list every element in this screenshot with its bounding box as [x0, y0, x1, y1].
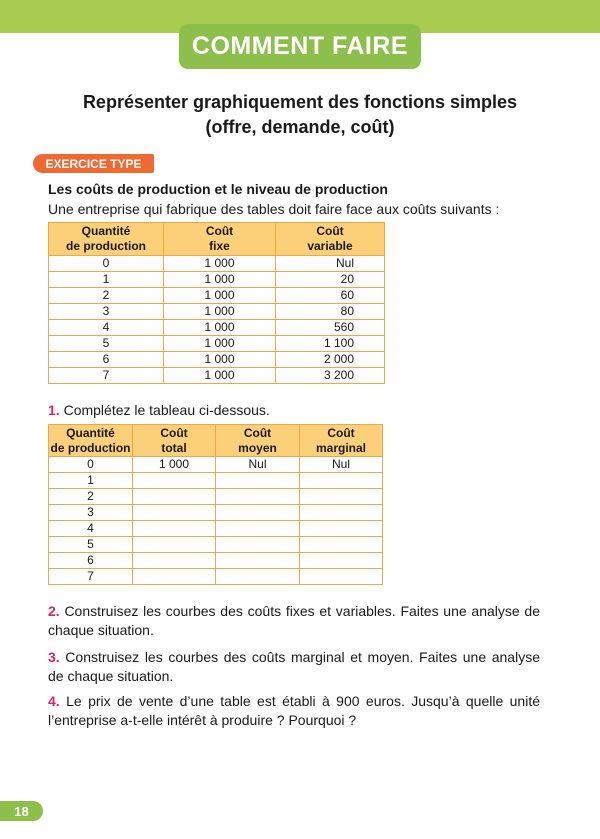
table-cell: 3: [49, 304, 164, 320]
table-cell: [216, 473, 300, 489]
table-header-row: [49, 223, 385, 256]
exercise-badge: EXERCICE TYPE: [33, 154, 154, 173]
table-row: [49, 304, 385, 320]
cost-table: [48, 222, 385, 384]
table-cell: 0: [49, 256, 164, 272]
exercise-subtitle: Les coûts de production et le niveau de production: [48, 181, 388, 197]
table-cell: 60: [276, 288, 385, 304]
table-cell: [216, 489, 300, 505]
table-cell: [133, 505, 216, 521]
table-row: [49, 320, 385, 336]
table-cell: 80: [276, 304, 385, 320]
question-number: 4.: [48, 693, 60, 709]
question-text: Complétez le tableau ci-dessous.: [63, 402, 270, 418]
table-cell: 1 000: [164, 336, 276, 352]
table-cell: 6: [49, 553, 133, 569]
table-cell: [300, 489, 383, 505]
page-heading: [0, 90, 600, 140]
question-3: [48, 648, 540, 686]
table-cell: [300, 569, 383, 585]
table-cell: 1 000: [164, 368, 276, 384]
table-cell: Nul: [276, 256, 385, 272]
section-title: COMMENT FAIRE: [179, 24, 421, 69]
table-cell: 1 000: [164, 320, 276, 336]
question-number: 3.: [48, 649, 60, 665]
heading-line-1: Représenter graphiquement des fonctions simples: [82, 92, 518, 112]
table-cell: 1: [49, 473, 133, 489]
table-row: [49, 553, 383, 569]
table-cell: 3 200: [276, 368, 385, 384]
table-cell: 2 000: [276, 352, 385, 368]
table-cell: 4: [49, 521, 133, 537]
table-cell: 3: [49, 505, 133, 521]
table-cell: 560: [276, 320, 385, 336]
table-cell: 2: [49, 489, 133, 505]
table-cell: 7: [49, 569, 133, 585]
page-number: 18: [0, 801, 43, 821]
table-cell: 1 000: [164, 288, 276, 304]
header-marginal-cost: Coût marginal: [300, 425, 383, 457]
table-cell: [216, 569, 300, 585]
header-variable-cost: Coût variable: [276, 223, 385, 256]
table-cell: [133, 489, 216, 505]
table-cell: [300, 505, 383, 521]
table-cell: [216, 537, 300, 553]
table-cell: 20: [276, 272, 385, 288]
table-cell: 1: [49, 272, 164, 288]
table-cell: 1 000: [164, 256, 276, 272]
table-cell: 2: [49, 288, 164, 304]
table-cell: Nul: [216, 457, 300, 473]
exercise-intro: Une entreprise qui fabrique des tables doit faire face aux coûts suivants :: [48, 201, 500, 217]
table-row: [49, 473, 383, 489]
table-cell: [133, 473, 216, 489]
table-cell: 5: [49, 336, 164, 352]
table-row: [49, 569, 383, 585]
heading-line-2: (offre, demande, coût): [205, 117, 395, 137]
question-4: [48, 692, 540, 730]
table-cell: [216, 553, 300, 569]
table-cell: [216, 521, 300, 537]
table-row: [49, 352, 385, 368]
table-cell: [133, 537, 216, 553]
table-cell: 5: [49, 537, 133, 553]
table-cell: 7: [49, 368, 164, 384]
question-number: 1.: [48, 402, 60, 418]
table-cell: Nul: [300, 457, 383, 473]
table-cell: [300, 553, 383, 569]
table-row: [49, 505, 383, 521]
header-quantity: Quantité de production: [49, 223, 164, 256]
table-cell: 1 000: [164, 352, 276, 368]
header-average-cost: Coût moyen: [216, 425, 300, 457]
table-cell: 6: [49, 352, 164, 368]
table-cell: 1 000: [133, 457, 216, 473]
question-text: Construisez les courbes des coûts fixes et variables. Faites une analyse de chaque situation.: [48, 603, 540, 638]
table-header-row: [49, 425, 383, 457]
table-cell: 1 000: [164, 304, 276, 320]
table-row: [49, 256, 385, 272]
question-number: 2.: [48, 603, 60, 619]
header-total-cost: Coût total: [133, 425, 216, 457]
table-row: [49, 521, 383, 537]
table-row: [49, 288, 385, 304]
question-2: [48, 602, 540, 640]
question-1: [48, 401, 540, 420]
question-text: Le prix de vente d’une table est établi à 900 euros. Jusqu’à quelle unité l’entreprise a-t-elle intérêt à produire ? Pourquoi ?: [48, 693, 541, 728]
table-row: [49, 272, 385, 288]
table-row: [49, 336, 385, 352]
table-row: [49, 457, 383, 473]
table-row: [49, 489, 383, 505]
table-cell: [216, 505, 300, 521]
table-cell: [133, 569, 216, 585]
answer-table: [48, 424, 383, 585]
table-cell: [133, 553, 216, 569]
table-cell: 4: [49, 320, 164, 336]
table-cell: [300, 537, 383, 553]
table-cell: 0: [49, 457, 133, 473]
table-cell: [300, 521, 383, 537]
table-row: [49, 537, 383, 553]
table-cell: 1 100: [276, 336, 385, 352]
table-row: [49, 368, 385, 384]
table-cell: [300, 473, 383, 489]
question-text: Construisez les courbes des coûts marginal et moyen. Faites une analyse de chaque situation.: [48, 649, 540, 684]
table-cell: 1 000: [164, 272, 276, 288]
header-quantity: Quantité de production: [50, 425, 131, 455]
header-fixed-cost: Coût fixe: [164, 223, 276, 256]
table-cell: [133, 521, 216, 537]
